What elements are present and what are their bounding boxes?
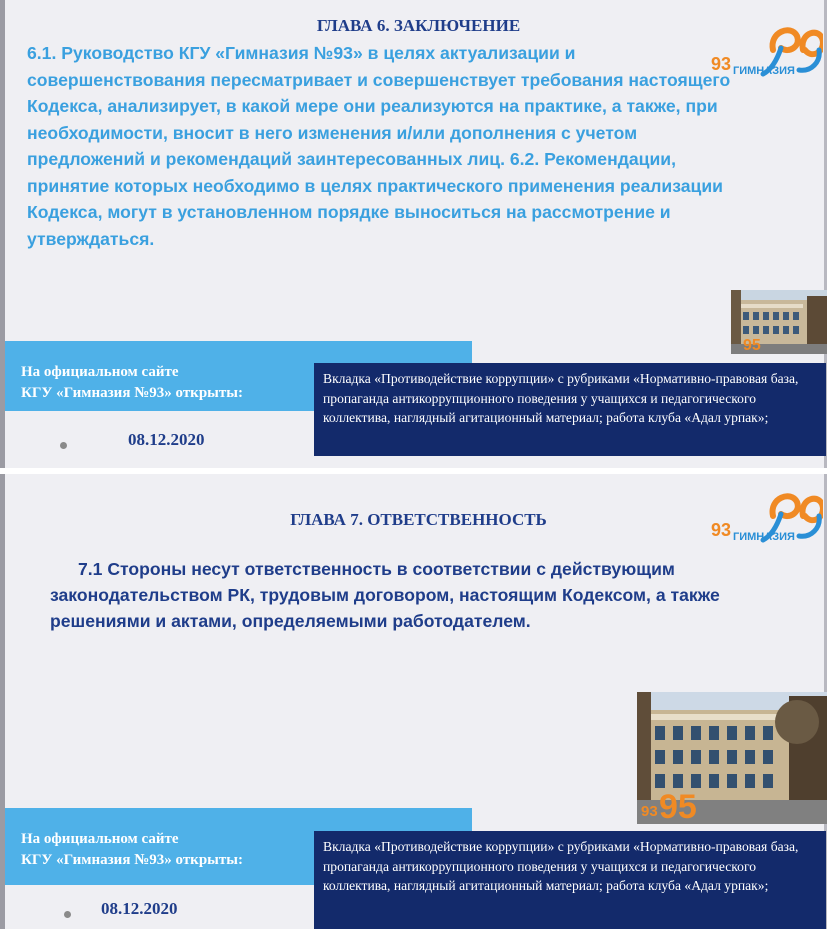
chapter-6-title: ГЛАВА 6. ЗАКЛЮЧЕНИЕ: [316, 16, 521, 35]
date-label: 08.12.2020: [128, 430, 205, 449]
gymnasium-logo: [711, 20, 823, 80]
official-site-line-1: На официальном сайте: [21, 364, 179, 380]
anticorruption-tab-description: Вкладка «Противодействие коррупции» с рубриками «Нормативно-правовая база, пропаганда антикоррупционного поведения у учащихся и педагогического коллектива, наглядный агитационный материал; работа клуба «Адал урпак»;: [314, 363, 826, 456]
logo-name: ГИМНАЗИЯ: [733, 531, 795, 543]
chapter-7-body: [50, 556, 780, 634]
school-building-photo: [637, 692, 827, 824]
chapter-7-body-text: 7.1 Стороны несут ответственность в соответствии с действующим законодательством РК, трудовым договором, настоящим Кодексом, а также решениями и актами, определяемыми работодателем.: [50, 559, 720, 631]
bullet-dot: [64, 911, 71, 918]
school-building-photo: [731, 290, 827, 354]
chapter-7-title: ГЛАВА 7. ОТВЕТСТВЕННОСТЬ: [290, 510, 547, 529]
official-site-line-2: КГУ «Гимназия №93» открыты:: [21, 385, 243, 401]
official-site-line-2: КГУ «Гимназия №93» открыты:: [21, 852, 243, 868]
logo-number-small: 93: [711, 54, 732, 74]
chapter-6-body: 6.1. Руководство КГУ «Гимназия №93» в целях актуализации и совершенствования пересматривает и совершенствует требования настоящего Кодекса, анализирует, в какой мере они реализуются на практике, а также, при необходимости, вносит в него изменения и/или дополнения с учетом предложений и рекомендаций заинтересованных лиц. 6.2. Рекомендации, принятие которых необходимо в целях практического применения реализации Кодекса, могут в установленном порядке выноситься на рассмотрение и утверждаться.: [27, 43, 731, 249]
photo-logo-small-number: 93: [641, 803, 658, 820]
anticorruption-tab-description: Вкладка «Противодействие коррупции» с рубриками «Нормативно-правовая база, пропаганда антикоррупционного поведения у учащихся и педагогического коллектива, наглядный агитационный материал; работа клуба «Адал урпак»;: [314, 831, 826, 929]
official-site-line-1: На официальном сайте: [21, 831, 179, 847]
photo-logo-number: 95: [659, 788, 697, 824]
slide-chapter-7: [0, 474, 827, 929]
gymnasium-logo: [711, 486, 823, 546]
bullet-dot: [60, 442, 67, 449]
logo-name: ГИМНАЗИЯ: [733, 65, 795, 77]
logo-number-small: 93: [711, 520, 732, 540]
photo-logo-number: 95: [743, 337, 761, 354]
date-label: 08.12.2020: [101, 899, 178, 918]
